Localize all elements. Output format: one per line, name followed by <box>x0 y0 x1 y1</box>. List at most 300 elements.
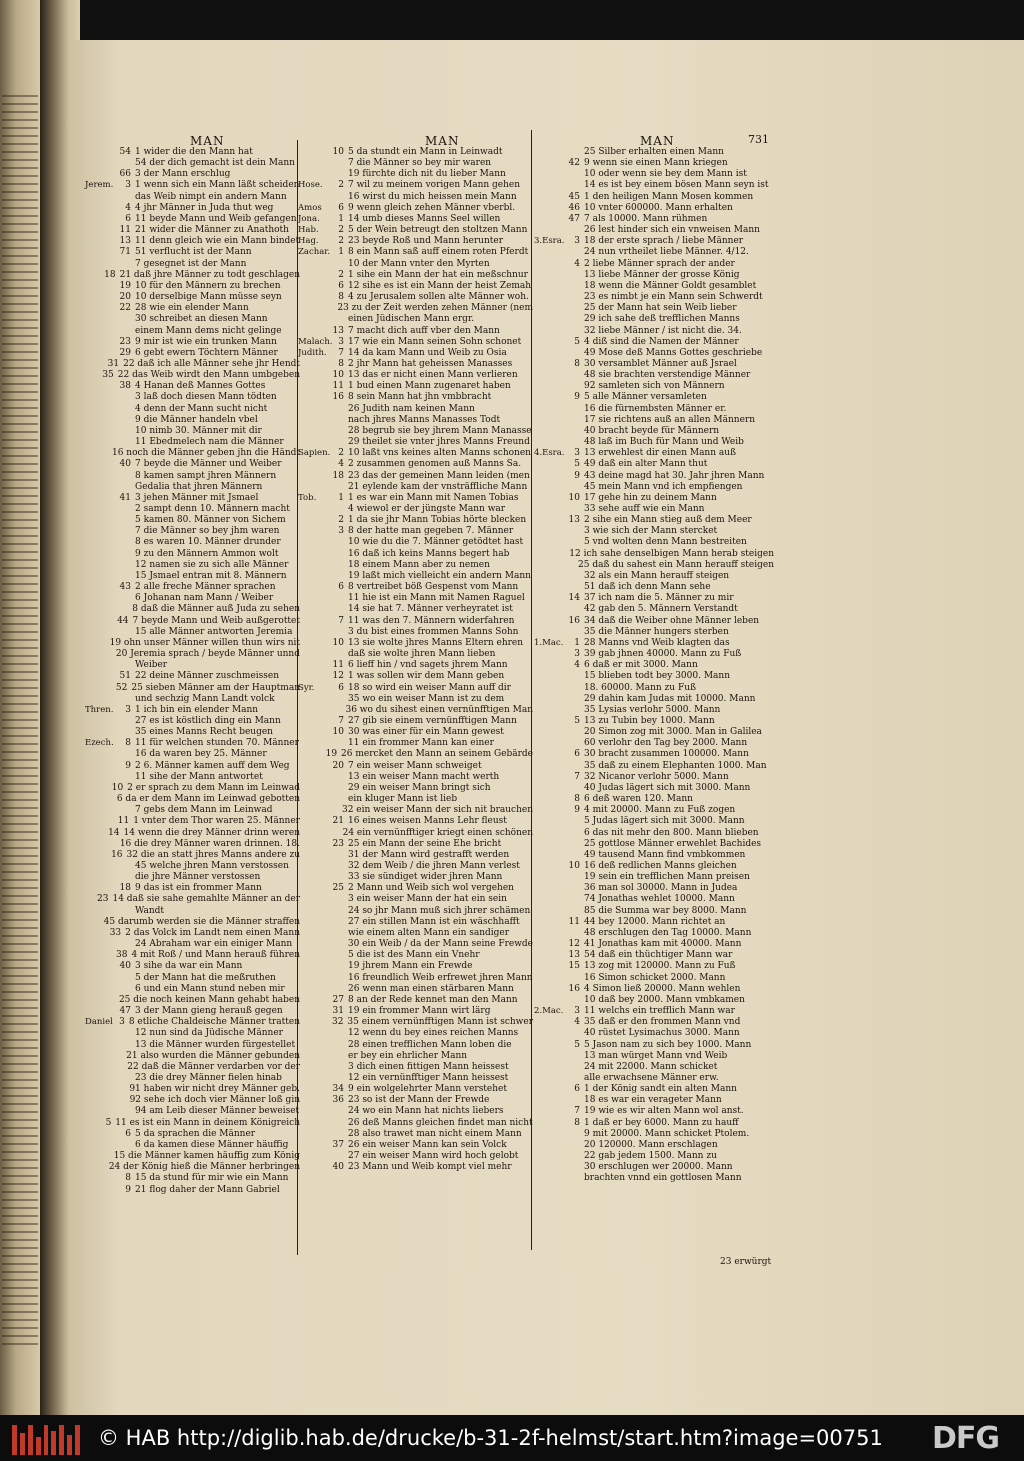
chapter-number <box>564 582 580 593</box>
entry-text: 16 wirst du mich heissen mein Mann <box>348 191 517 202</box>
book-label <box>85 582 115 593</box>
chapter-number: 52 <box>115 682 128 693</box>
concordance-entry <box>298 1028 533 1039</box>
entry-text: 4 zu Jerusalem sollen alte Männer woh. <box>348 292 529 303</box>
entry-text: 16 daß ich keins Manns begert hab <box>348 548 510 559</box>
entry-text: 74 Jonathas wehlet 10000. Mann <box>584 894 735 905</box>
book-label <box>298 973 328 984</box>
entry-text: 17 wie ein Mann seinen Sohn schonet <box>348 336 522 347</box>
entry-text: 8 kamen sampt jhren Männern <box>135 470 277 481</box>
concordance-entry <box>298 1062 533 1073</box>
entry-text: alle erwachsene Männer erw. <box>584 1072 719 1083</box>
chapter-number: 9 <box>125 760 131 771</box>
concordance-entry <box>298 783 533 794</box>
chapter-number: 14 <box>568 593 580 604</box>
chapter-number: 6 <box>574 749 580 760</box>
entry-text: 25 daß du sahest ein Mann herauff steigen <box>578 559 774 570</box>
entry-text: 48 sie brachten verstendige Männer <box>584 370 751 381</box>
book-label <box>534 995 564 1006</box>
entry-text: 16 freundlich Weib erfrewet jhren Mann <box>348 972 533 983</box>
chapter-number: 16 <box>568 983 580 994</box>
entry-text: 15 die Männer kamen häuffig zum König <box>113 1151 300 1162</box>
concordance-entry <box>298 247 533 258</box>
book-label <box>85 961 115 972</box>
concordance-entry <box>534 348 774 359</box>
chapter-number <box>105 995 115 1006</box>
concordance-entry <box>534 1051 774 1062</box>
entry-text: 1 der König sandt ein alten Mann <box>584 1084 737 1095</box>
entry-text: 7 macht dich auff vber den Mann <box>348 325 500 336</box>
chapter-number: 15 <box>568 961 580 972</box>
chapter-number <box>328 482 344 493</box>
entry-text: 5 der Wein betreugt den stoltzen Mann <box>348 225 528 236</box>
chapter-number: 23 <box>97 894 109 905</box>
concordance-entry <box>85 683 300 694</box>
book-label <box>534 660 564 671</box>
book-label <box>85 1185 115 1196</box>
book-label: Sapien. <box>298 448 331 459</box>
entry-text: 35 daß er den frommen Mann vnd <box>584 1017 741 1028</box>
concordance-entry <box>298 961 533 972</box>
concordance-entry <box>298 493 533 504</box>
chapter-number <box>115 549 131 560</box>
chapter-number <box>328 1118 344 1129</box>
chapter-number <box>328 917 344 928</box>
entry-text: 33 sie sündiget wider jhren Mann <box>348 872 503 883</box>
book-label <box>85 861 115 872</box>
concordance-entry <box>85 671 300 682</box>
chapter-number <box>95 917 100 928</box>
chapter-number <box>115 326 131 337</box>
concordance-entry <box>534 883 774 894</box>
concordance-entry <box>298 649 533 660</box>
entry-text: 14 wenn die drey Männer drinn weren <box>123 827 300 838</box>
entry-text: 13 man würget Mann vnd Weib <box>584 1050 728 1061</box>
book-label <box>534 973 564 984</box>
entry-text: 4 diß sind die Namen der Männer <box>584 336 739 347</box>
concordance-entry <box>85 906 300 917</box>
book-label <box>534 705 564 716</box>
book-label <box>298 314 328 325</box>
book-label <box>534 147 564 158</box>
book-label <box>85 1051 109 1062</box>
chapter-number <box>564 839 580 850</box>
book-label <box>298 816 328 827</box>
chapter-number <box>564 906 580 917</box>
entry-text: 23 es nimbt je ein Mann sein Schwerdt <box>584 292 763 303</box>
book-label <box>534 459 564 470</box>
concordance-entry <box>298 1129 533 1140</box>
book-label: Ezech. <box>85 738 114 749</box>
viewer-footer <box>0 1415 1024 1461</box>
chapter-number <box>564 694 580 705</box>
concordance-entry <box>534 1118 774 1129</box>
concordance-entry <box>85 593 300 604</box>
concordance-entry <box>298 939 533 950</box>
chapter-number <box>328 649 344 660</box>
concordance-entry <box>298 236 533 247</box>
chapter-number <box>328 1062 344 1073</box>
entry-text: 27 es ist köstlich ding ein Mann <box>135 715 281 726</box>
entry-text: 36 man sol 30000. Mann in Judea <box>584 883 738 894</box>
chapter-number <box>115 627 131 638</box>
concordance-entry <box>85 459 300 470</box>
chapter-number: 40 <box>119 961 131 972</box>
concordance-entry <box>298 727 533 738</box>
concordance-entry <box>534 459 774 470</box>
book-label <box>534 850 564 861</box>
entry-text: 24 Abraham war ein einiger Mann <box>135 939 293 950</box>
concordance-entry <box>85 392 300 403</box>
entry-text: 35 einem vernünfftigen Mann ist schwer <box>347 1017 533 1028</box>
entry-text: 28 wie ein elender Mann <box>135 303 249 314</box>
concordance-entry <box>534 515 774 526</box>
entry-text: 1 wider die den Mann hat <box>135 147 253 157</box>
book-label <box>85 816 114 827</box>
concordance-entry <box>298 1006 533 1017</box>
book-label <box>298 459 328 470</box>
chapter-number <box>115 593 131 604</box>
chapter-number: 31 <box>107 358 120 369</box>
chapter-number: 23 <box>119 336 131 347</box>
concordance-entry <box>298 906 533 917</box>
chapter-number: 2 <box>338 225 344 236</box>
entry-text: und sechzig Mann Landt volck <box>135 693 275 704</box>
entry-text: 6 das nit mehr den 800. Mann blieben <box>584 827 759 838</box>
entry-text: einem Mann dems nicht gelinge <box>135 325 282 336</box>
entry-text: 9 zu den Männern Ammon wolt <box>135 548 279 559</box>
chapter-number <box>115 482 131 493</box>
book-label <box>534 471 564 482</box>
entry-text: 49 Mose deß Manns Gottes geschriebe <box>584 347 763 358</box>
concordance-entry <box>534 381 774 392</box>
book-label <box>85 459 115 470</box>
entry-text: 30 schreibet an diesen Mann <box>135 314 268 325</box>
book-label <box>85 549 115 560</box>
concordance-entry <box>534 504 774 515</box>
entry-text: 37 ich nam die 5. Männer zu mir <box>584 593 734 604</box>
concordance-entry <box>534 627 774 638</box>
book-label <box>298 761 328 772</box>
concordance-entry <box>85 192 300 203</box>
chapter-number <box>328 158 344 169</box>
book-label <box>298 627 328 638</box>
concordance-entry <box>298 1162 533 1173</box>
book-label <box>298 560 328 571</box>
book-label <box>298 1118 328 1129</box>
book-label <box>298 604 328 615</box>
entry-text: 54 der dich gemacht ist dein Mann <box>135 158 295 169</box>
book-label <box>85 426 115 437</box>
concordance-entry <box>85 1185 300 1196</box>
concordance-entry <box>534 727 774 738</box>
concordance-entry <box>534 426 774 437</box>
chapter-number <box>328 950 344 961</box>
entry-text: 10 vnter 600000. Mann erhalten <box>584 202 733 213</box>
concordance-entry <box>534 604 774 615</box>
source-url[interactable]: © HAB http://diglib.hab.de/drucke/b-31-2f-helmst/start.htm?image=00751 <box>98 1426 883 1450</box>
chapter-number <box>115 805 131 816</box>
chapter-number: 3 <box>574 236 580 247</box>
book-label <box>85 515 115 526</box>
entry-text: 30 erschlugen wer 20000. Mann <box>584 1162 733 1173</box>
chapter-number: 3 <box>338 336 344 347</box>
concordance-entry <box>298 749 533 760</box>
entry-text: 2 das Volck im Landt nem einen Mann <box>125 927 300 938</box>
entry-text: 25 Silber erhalten einen Mann <box>584 147 724 157</box>
concordance-entry <box>298 314 533 325</box>
entry-text: 7 als 10000. Mann rühmen <box>584 213 708 224</box>
chapter-number <box>109 1051 122 1062</box>
book-label <box>298 549 328 560</box>
entry-text: 6 gebt ewern Töchtern Männer <box>135 347 278 358</box>
book-label: Hose. <box>298 180 323 191</box>
concordance-entry <box>534 437 774 448</box>
chapter-number: 22 <box>119 303 131 314</box>
chapter-number <box>328 549 344 560</box>
chapter-number <box>115 772 131 783</box>
concordance-entry <box>298 180 533 191</box>
entry-text: 35 die Männer hungers sterben <box>584 626 729 637</box>
entry-text: daß sie wolte jhren Mann lieben <box>348 649 496 660</box>
chapter-number <box>564 370 580 381</box>
book-label <box>85 1073 115 1084</box>
concordance-entry <box>534 392 774 403</box>
chapter-number <box>564 314 580 325</box>
chapter-number <box>564 894 580 905</box>
chapter-number <box>564 537 580 548</box>
book-label <box>85 950 113 961</box>
entry-text: 16 da waren bey 25. Männer <box>135 749 267 760</box>
chapter-number <box>111 1095 125 1106</box>
concordance-entry <box>298 437 533 448</box>
chapter-number <box>564 828 580 839</box>
entry-text: 60 verlohr den Tag bey 2000. Mann <box>584 738 748 749</box>
concordance-entry <box>534 314 774 325</box>
entry-text: 12 ich sahe denselbigen Mann herab steigen <box>569 548 774 559</box>
concordance-entry <box>85 839 300 850</box>
entry-text: 13 zog mit 120000. Mann zu Fuß <box>584 961 736 972</box>
chapter-number <box>328 850 344 861</box>
chapter-number <box>564 683 580 694</box>
chapter-number <box>98 638 105 649</box>
chapter-number: 13 <box>568 515 580 526</box>
concordance-entry <box>298 426 533 437</box>
chapter-number: 38 <box>119 381 131 392</box>
concordance-entry <box>85 716 300 727</box>
concordance-entry <box>534 816 774 827</box>
concordance-entry <box>298 225 533 236</box>
concordance-entry <box>298 794 533 805</box>
book-label <box>85 894 97 905</box>
book-label <box>85 370 102 381</box>
entry-text: 45 mein Mann vnd ich empfiengen <box>584 481 743 492</box>
chapter-number: 1 <box>574 637 580 648</box>
entry-text: 94 am Leib dieser Männer beweiset <box>135 1106 300 1117</box>
book-label <box>534 772 564 783</box>
book-label <box>534 359 564 370</box>
chapter-number <box>328 627 344 638</box>
entry-text: 11 welchs ein trefflich Mann war <box>584 1006 735 1017</box>
entry-text: 16 noch die Männer geben jhn die Händt <box>111 448 300 459</box>
chapter-number <box>328 415 344 426</box>
entry-text: 24 der König hieß die Männer herbringen <box>108 1162 300 1173</box>
concordance-entry <box>85 225 300 236</box>
chapter-number <box>105 839 116 850</box>
concordance-entry <box>298 616 533 627</box>
entry-text: 8 an der Rede kennet man den Mann <box>348 994 518 1005</box>
chapter-number <box>564 850 580 861</box>
book-label <box>534 1173 564 1184</box>
chapter-number: 2 <box>338 448 344 459</box>
concordance-entry <box>298 169 533 180</box>
chapter-number <box>115 727 131 738</box>
book-label: Zachar. <box>298 247 331 258</box>
book-label <box>298 415 328 426</box>
book-label <box>534 839 564 850</box>
entry-text: 5 Jason nam zu sich bey 1000. Mann <box>584 1039 752 1050</box>
concordance-entry <box>85 203 300 214</box>
concordance-entry <box>85 872 300 883</box>
book-label <box>534 1106 564 1117</box>
concordance-entry <box>534 772 774 783</box>
book-label <box>85 593 115 604</box>
book-label <box>534 1028 564 1039</box>
entry-text: 1 daß er bey 6000. Mann zu hauff <box>584 1117 739 1128</box>
concordance-entry <box>85 749 300 760</box>
chapter-number: 7 <box>574 1106 580 1117</box>
book-label: 2.Mac. <box>534 1006 564 1017</box>
entry-text: 1 ich bin ein elender Mann <box>135 704 259 715</box>
entry-text: 23 die drey Männer fielen hinab <box>135 1072 282 1083</box>
chapter-number <box>328 504 344 515</box>
book-label <box>85 1062 110 1073</box>
book-label <box>298 738 328 749</box>
concordance-entry <box>85 805 300 816</box>
concordance-entry <box>85 281 300 292</box>
chapter-number <box>115 515 131 526</box>
concordance-entry <box>298 604 533 615</box>
entry-text: 32 die an statt jhres Manns andere zu <box>126 849 300 860</box>
book-label <box>298 326 328 337</box>
entry-text: 35 daß zu einem Elephanten 1000. Man <box>584 760 767 771</box>
book-label <box>85 214 115 225</box>
chapter-number <box>328 1051 344 1062</box>
book-label <box>85 872 115 883</box>
concordance-entry <box>85 883 300 894</box>
chapter-number <box>328 1040 344 1051</box>
book-label <box>534 392 564 403</box>
concordance-entry <box>85 1006 300 1017</box>
book-label <box>85 169 115 180</box>
entry-text: 19 laßt mich vielleicht ein andern Mann <box>348 570 531 581</box>
concordance-entry <box>298 158 533 169</box>
book-label <box>534 939 564 950</box>
chapter-number <box>115 749 131 760</box>
chapter-number: 45 <box>568 191 580 202</box>
chapter-number: 16 <box>568 615 580 626</box>
chapter-number: 3 <box>574 448 580 459</box>
concordance-entry <box>298 716 533 727</box>
entry-text: 13 zu Tubin bey 1000. Mann <box>584 715 715 726</box>
entry-text: 4 wiewol er der jüngste Mann war <box>348 504 506 514</box>
chapter-number <box>328 537 344 548</box>
chapter-number: 6 <box>338 202 344 213</box>
chapter-number <box>328 571 344 582</box>
entry-text: 21 eylende kam der vnsträffliche Mann <box>348 481 528 492</box>
concordance-entry <box>534 783 774 794</box>
chapter-number: 7 <box>338 615 344 626</box>
concordance-entry <box>85 1040 300 1051</box>
concordance-entry <box>534 616 774 627</box>
book-label <box>298 1062 328 1073</box>
concordance-entry <box>534 337 774 348</box>
book-label <box>85 326 115 337</box>
entry-text: 15 blieben todt bey 3000. Mann <box>584 671 731 682</box>
chapter-number: 4 <box>338 459 344 470</box>
chapter-number <box>564 1129 580 1140</box>
entry-text: 15 Jsmael entran mit 8. Männern <box>135 570 287 581</box>
book-label <box>298 582 328 593</box>
chapter-number: 66 <box>119 169 131 180</box>
concordance-entry <box>298 214 533 225</box>
book-label <box>85 560 115 571</box>
entry-text: 12 sihe es ist ein Mann der heist Zemah <box>348 280 532 291</box>
chapter-number <box>324 828 338 839</box>
chapter-number <box>564 504 580 515</box>
chapter-number <box>328 872 344 883</box>
book-label <box>534 415 564 426</box>
chapter-number: 71 <box>119 247 131 258</box>
book-label <box>85 917 95 928</box>
book-label <box>534 560 560 571</box>
concordance-entry <box>298 392 533 403</box>
concordance-entry <box>85 1095 300 1106</box>
concordance-entry <box>298 872 533 883</box>
concordance-entry <box>298 1051 533 1062</box>
book-label <box>534 1017 564 1028</box>
entry-text: 26 mercket den Mann an seinem Gebärde <box>341 749 533 760</box>
chapter-number: 7 <box>338 715 344 726</box>
chapter-number <box>100 448 108 459</box>
book-label <box>534 404 564 415</box>
chapter-number <box>115 504 131 515</box>
entry-text: 35 eines Manns Recht beugen <box>135 727 273 738</box>
book-label <box>298 705 326 716</box>
chapter-number: 4 <box>574 1017 580 1028</box>
chapter-number: 40 <box>119 459 131 470</box>
entry-text: 25 der Mann hat sein Weib lieber <box>584 303 737 314</box>
chapter-number: 3 <box>574 1006 580 1017</box>
entry-text: 24 ein vernünfftiger kriegt einen schönen <box>342 827 533 838</box>
chapter-number: 14 <box>108 827 120 838</box>
entry-text: 4 Simon ließ 20000. Mann wehlen <box>584 983 741 994</box>
entry-text: 11 es ist ein Mann in deinem Königreich <box>115 1117 300 1128</box>
entry-text: 5 da sprachen die Männer <box>135 1128 256 1139</box>
chapter-number <box>564 270 580 281</box>
entry-text: 17 gehe hin zu deinem Mann <box>584 492 717 503</box>
concordance-entry <box>298 348 533 359</box>
book-label: Judith. <box>298 347 327 358</box>
book-label <box>534 582 564 593</box>
chapter-number <box>564 147 580 158</box>
entry-text: 20 Jeremia sprach / beyde Männer unnd <box>115 649 300 660</box>
book-label <box>85 259 115 270</box>
book-label <box>298 1084 328 1095</box>
concordance-entry <box>85 504 300 515</box>
chapter-number: 25 <box>332 883 344 894</box>
concordance-entry <box>85 861 300 872</box>
